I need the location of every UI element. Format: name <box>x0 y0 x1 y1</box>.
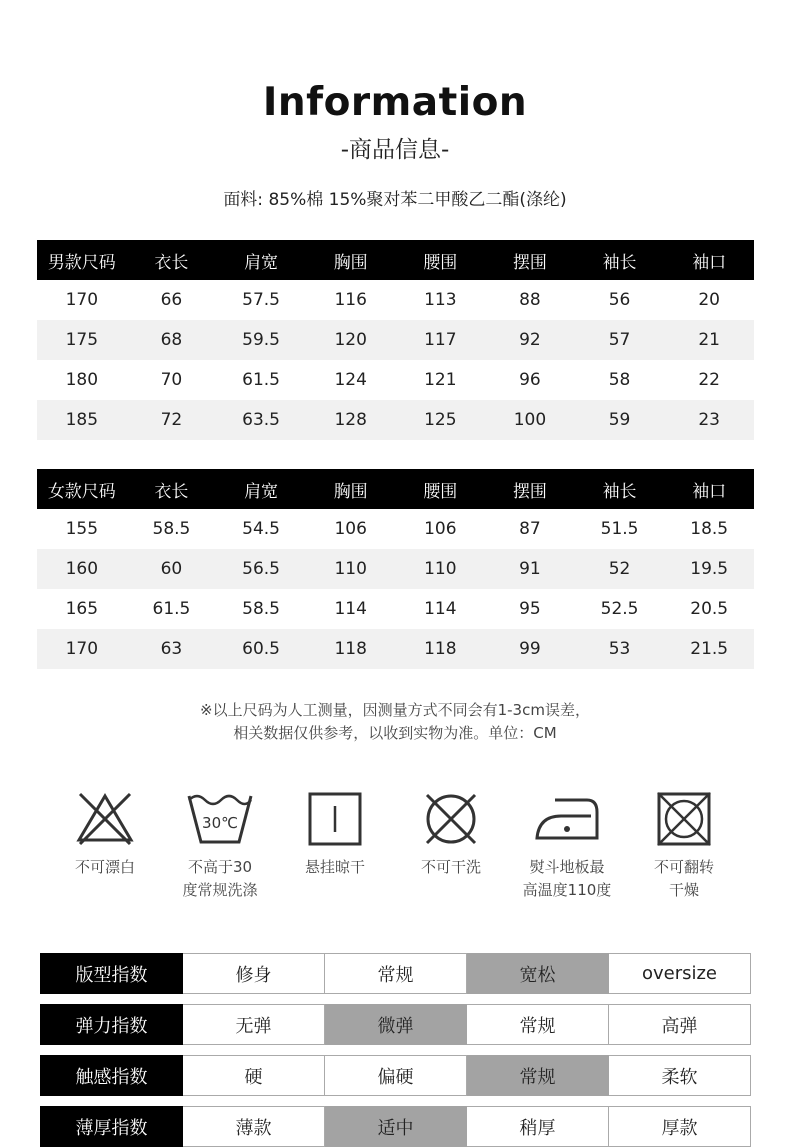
table-cell: 120 <box>306 320 396 360</box>
page-title: Information <box>262 80 528 125</box>
table-cell: 95 <box>519 599 541 619</box>
iron-icon <box>531 790 603 848</box>
table-cell: 96 <box>519 370 541 390</box>
column-header: 肩宽 <box>216 240 306 280</box>
index-label: 薄厚指数 <box>41 1107 183 1147</box>
table-cell: 58 <box>608 370 631 390</box>
index-option: 薄款 <box>183 1107 325 1147</box>
table-cell: 18.5 <box>690 519 729 539</box>
care-label: 悬挂晾干 <box>304 858 365 876</box>
index-label: 版型指数 <box>41 954 183 994</box>
no-tumble-dry-icon <box>654 790 714 848</box>
table-cell: 52 <box>575 549 665 589</box>
care-item-no-bleach <box>47 790 163 879</box>
column-header: 袖口 <box>664 240 754 280</box>
table-cell: 91 <box>485 549 575 589</box>
table-cell: 22 <box>698 370 720 390</box>
table-row <box>37 589 754 629</box>
table-cell: 110 <box>306 549 396 589</box>
fit-index-row <box>40 953 751 994</box>
table-cell: 52.5 <box>600 599 639 619</box>
table-cell: 124 <box>334 370 367 390</box>
table-cell: 88 <box>519 290 541 310</box>
table-cell: 116 <box>334 290 367 310</box>
table-row <box>37 360 754 400</box>
index-option-selected: 常规 <box>467 1056 609 1096</box>
table-cell: 110 <box>396 549 486 589</box>
table-cell: 58.5 <box>152 519 191 539</box>
wash-30-icon <box>185 790 255 848</box>
table-cell: 20.5 <box>690 599 729 619</box>
index-label: 触感指数 <box>41 1056 183 1096</box>
index-label: 弹力指数 <box>41 1005 183 1045</box>
table-cell: 92 <box>485 320 575 360</box>
table-cell: 23 <box>664 400 754 440</box>
care-label: 不可干洗 <box>420 858 481 876</box>
table-cell: 68 <box>127 320 217 360</box>
index-option-selected: 适中 <box>325 1107 467 1147</box>
care-label: 干燥 <box>668 881 699 899</box>
table-cell: 155 <box>65 519 99 539</box>
index-option: oversize <box>609 954 751 994</box>
index-option: 柔软 <box>609 1056 751 1096</box>
table-row <box>37 629 754 669</box>
table-cell: 60.5 <box>216 629 306 669</box>
column-header: 袖口 <box>664 469 754 509</box>
care-item-wash-30 <box>162 790 278 902</box>
column-header: 袖长 <box>575 240 665 280</box>
index-option: 常规 <box>325 954 467 994</box>
table-row <box>37 280 754 320</box>
wash-temperature: 30℃ <box>202 814 238 832</box>
table-cell: 72 <box>127 400 217 440</box>
care-label: 高温度110度 <box>522 881 612 899</box>
women-size-table <box>37 469 754 669</box>
index-option: 高弹 <box>609 1005 751 1045</box>
table-cell: 121 <box>424 370 457 390</box>
no-dry-clean-icon <box>421 790 481 848</box>
table-cell: 60 <box>127 549 217 589</box>
note-line: ※以上尺码为人工测量，因测量方式不同会有1-3cm误差， <box>200 701 590 719</box>
care-label: 不可漂白 <box>74 858 135 876</box>
table-cell: 51.5 <box>600 519 639 539</box>
column-header: 衣长 <box>127 469 217 509</box>
table-cell: 53 <box>575 629 665 669</box>
index-option: 稍厚 <box>467 1107 609 1147</box>
table-cell: 114 <box>334 599 367 619</box>
page-subtitle: -商品信息- <box>340 137 450 163</box>
column-header: 胸围 <box>306 240 396 280</box>
index-option: 修身 <box>183 954 325 994</box>
table-cell: 61.5 <box>242 370 280 390</box>
table-cell: 54.5 <box>242 519 280 539</box>
table-cell: 125 <box>396 400 486 440</box>
column-header: 袖长 <box>575 469 665 509</box>
table-cell: 114 <box>424 599 457 619</box>
care-item-no-tumble-dry <box>626 790 742 902</box>
thickness-index-row <box>40 1106 751 1147</box>
table-cell: 63.5 <box>216 400 306 440</box>
hang-dry-icon <box>305 790 365 848</box>
index-option: 偏硬 <box>325 1056 467 1096</box>
table-cell: 175 <box>37 320 127 360</box>
table-cell: 56 <box>608 290 631 310</box>
fabric-composition: 面料: 85%棉 15%聚对苯二甲酸乙二酯(涤纶) <box>223 190 567 210</box>
index-option-selected: 微弹 <box>325 1005 467 1045</box>
feel-index-row <box>40 1055 751 1096</box>
care-label: 度常规洗涤 <box>182 881 258 899</box>
table-cell: 56.5 <box>216 549 306 589</box>
table-cell: 106 <box>334 519 367 539</box>
table-cell: 20 <box>698 290 720 310</box>
care-label: 不高于30 <box>187 858 253 876</box>
care-item-iron <box>509 790 625 902</box>
table-row <box>37 400 754 440</box>
table-row <box>37 549 754 589</box>
table-cell: 118 <box>396 629 486 669</box>
table-cell: 70 <box>160 370 183 390</box>
table-header-row <box>37 240 754 280</box>
table-cell: 170 <box>65 290 99 310</box>
table-cell: 99 <box>485 629 575 669</box>
table-header-row <box>37 469 754 509</box>
no-bleach-icon <box>74 790 136 848</box>
table-cell: 21 <box>664 320 754 360</box>
index-option: 无弹 <box>183 1005 325 1045</box>
index-option: 常规 <box>467 1005 609 1045</box>
column-header: 衣长 <box>127 240 217 280</box>
care-item-no-dry-clean <box>393 790 509 879</box>
column-header: 摆围 <box>485 469 575 509</box>
table-cell: 61.5 <box>152 599 191 619</box>
table-cell: 59 <box>575 400 665 440</box>
table-cell: 160 <box>37 549 127 589</box>
table-cell: 118 <box>306 629 396 669</box>
table-cell: 128 <box>306 400 396 440</box>
table-cell: 100 <box>485 400 575 440</box>
column-header: 女款尺码 <box>37 469 127 509</box>
table-cell: 170 <box>37 629 127 669</box>
care-item-hang-dry <box>277 790 393 879</box>
table-cell: 87 <box>519 519 541 539</box>
care-label: 熨斗地板最 <box>529 858 605 876</box>
column-header: 肩宽 <box>216 469 306 509</box>
table-cell: 57 <box>575 320 665 360</box>
table-cell: 185 <box>37 400 127 440</box>
stretch-index-row <box>40 1004 751 1045</box>
note-line: 相关数据仅供参考，以收到实物为准。单位：CM <box>233 724 557 742</box>
table-cell: 165 <box>65 599 99 619</box>
table-cell: 21.5 <box>664 629 754 669</box>
table-cell: 66 <box>160 290 183 310</box>
column-header: 腰围 <box>396 469 486 509</box>
table-cell: 117 <box>396 320 486 360</box>
care-label: 不可翻转 <box>653 858 714 876</box>
column-header: 腰围 <box>396 240 486 280</box>
table-row <box>37 320 754 360</box>
table-cell: 113 <box>424 290 457 310</box>
column-header: 胸围 <box>306 469 396 509</box>
table-cell: 57.5 <box>242 290 280 310</box>
table-cell: 63 <box>127 629 217 669</box>
table-row <box>37 509 754 549</box>
table-cell: 19.5 <box>664 549 754 589</box>
index-option-selected: 宽松 <box>467 954 609 994</box>
table-cell: 58.5 <box>242 599 280 619</box>
table-cell: 106 <box>424 519 457 539</box>
index-option: 硬 <box>183 1056 325 1096</box>
column-header: 男款尺码 <box>37 240 127 280</box>
index-option: 厚款 <box>609 1107 751 1147</box>
measurement-note <box>0 699 790 745</box>
column-header: 摆围 <box>485 240 575 280</box>
table-cell: 59.5 <box>216 320 306 360</box>
table-cell: 180 <box>65 370 99 390</box>
men-size-table <box>37 240 754 440</box>
